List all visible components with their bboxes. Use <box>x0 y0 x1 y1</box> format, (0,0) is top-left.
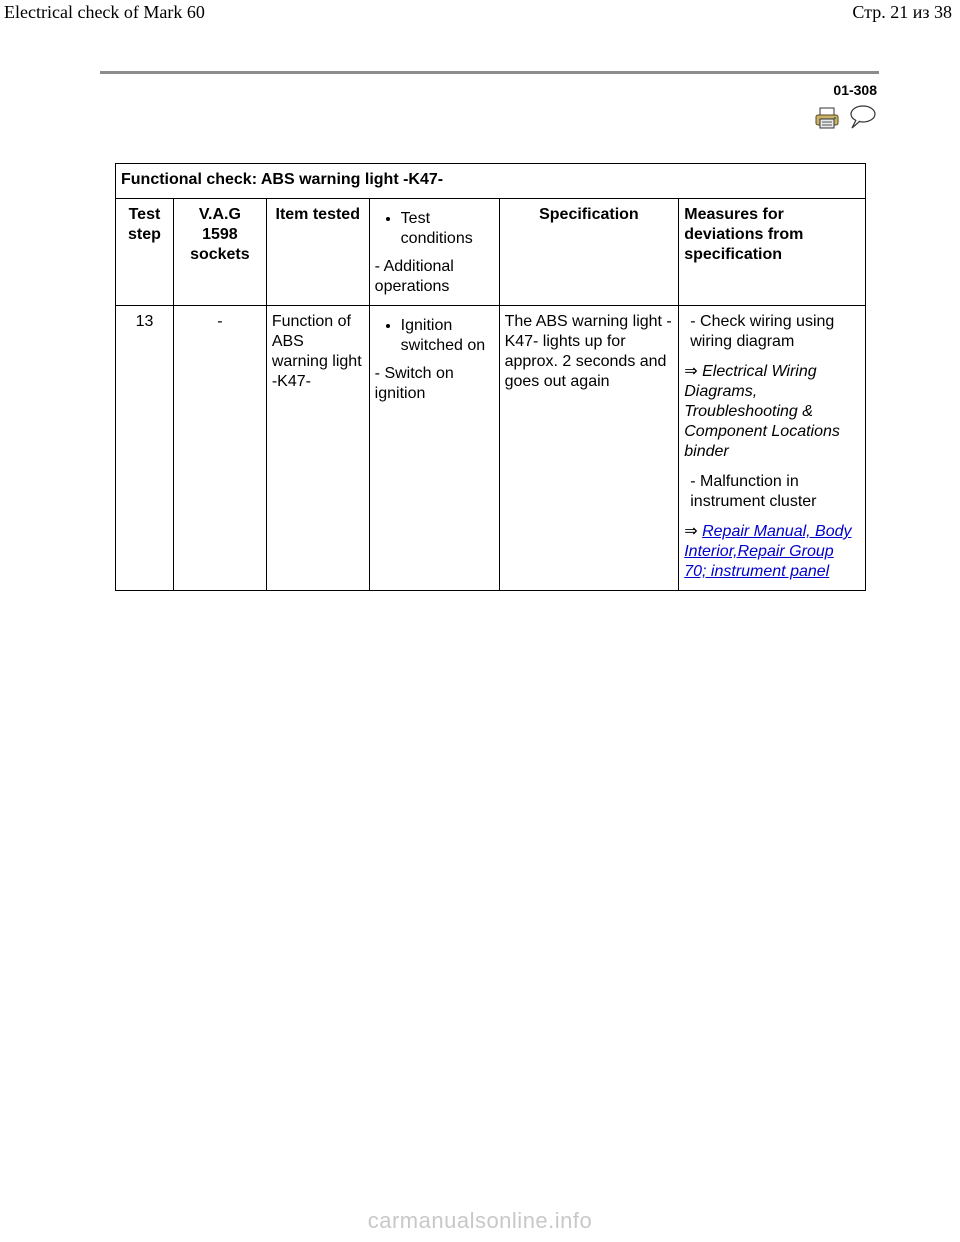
repair-manual-link[interactable]: Repair Manual, Body Interior,Repair Group 70; instrument panel <box>684 523 852 580</box>
header-vag-sockets: V.A.G 1598 sockets <box>173 199 266 306</box>
cell-vag-sockets: - <box>173 306 266 591</box>
header-additional-operations: - Additional operations <box>374 258 454 295</box>
header-test-step: Test step <box>116 199 174 306</box>
cell-item-tested: Function of ABS warning light -K47- <box>266 306 369 591</box>
table-title-row <box>116 164 866 199</box>
table-title: Functional check: ABS warning light -K47- <box>116 164 866 199</box>
header-divider <box>100 71 879 74</box>
header-measures: Measures for deviations from specification <box>679 199 866 306</box>
arrow-right-icon: ⇒ <box>684 523 698 540</box>
cell-specification: The ABS warning light -K47- lights up for approx. 2 seconds and goes out again <box>499 306 679 591</box>
table-header-row <box>116 199 866 306</box>
page-counter: Стр. 21 из 38 <box>852 2 952 22</box>
condition-bullet: • Ignition switched on <box>401 316 494 356</box>
measure-check-wiring: - Check wiring using wiring diagram <box>690 313 835 350</box>
measure-malfunction: - Malfunction in instrument cluster <box>690 473 817 510</box>
watermark-footer: carmanualsonline.info <box>367 1208 593 1233</box>
document-number: 01-308 <box>833 82 877 98</box>
header-specification: Specification <box>499 199 679 306</box>
cell-test-conditions <box>369 306 499 591</box>
header-conditions-bullet: • Test conditions <box>401 209 494 249</box>
measure-wiring-reference <box>684 362 860 462</box>
document-title: Electrical check of Mark 60 <box>4 2 205 22</box>
arrow-right-icon: ⇒ <box>684 363 698 380</box>
header-test-conditions <box>369 199 499 306</box>
printer-icon[interactable] <box>815 107 839 129</box>
wiring-reference-text: Electrical Wiring Diagrams, Troubleshooting & Component Locations binder <box>684 363 840 460</box>
cell-test-step: 13 <box>116 306 174 591</box>
table-row <box>116 306 866 591</box>
functional-check-table <box>115 163 866 591</box>
measure-repair-link <box>684 522 860 582</box>
header-item-tested: Item tested <box>266 199 369 306</box>
cell-measures <box>679 306 866 591</box>
comment-bubble-icon[interactable] <box>847 104 877 130</box>
condition-additional: - Switch on ignition <box>374 365 454 402</box>
